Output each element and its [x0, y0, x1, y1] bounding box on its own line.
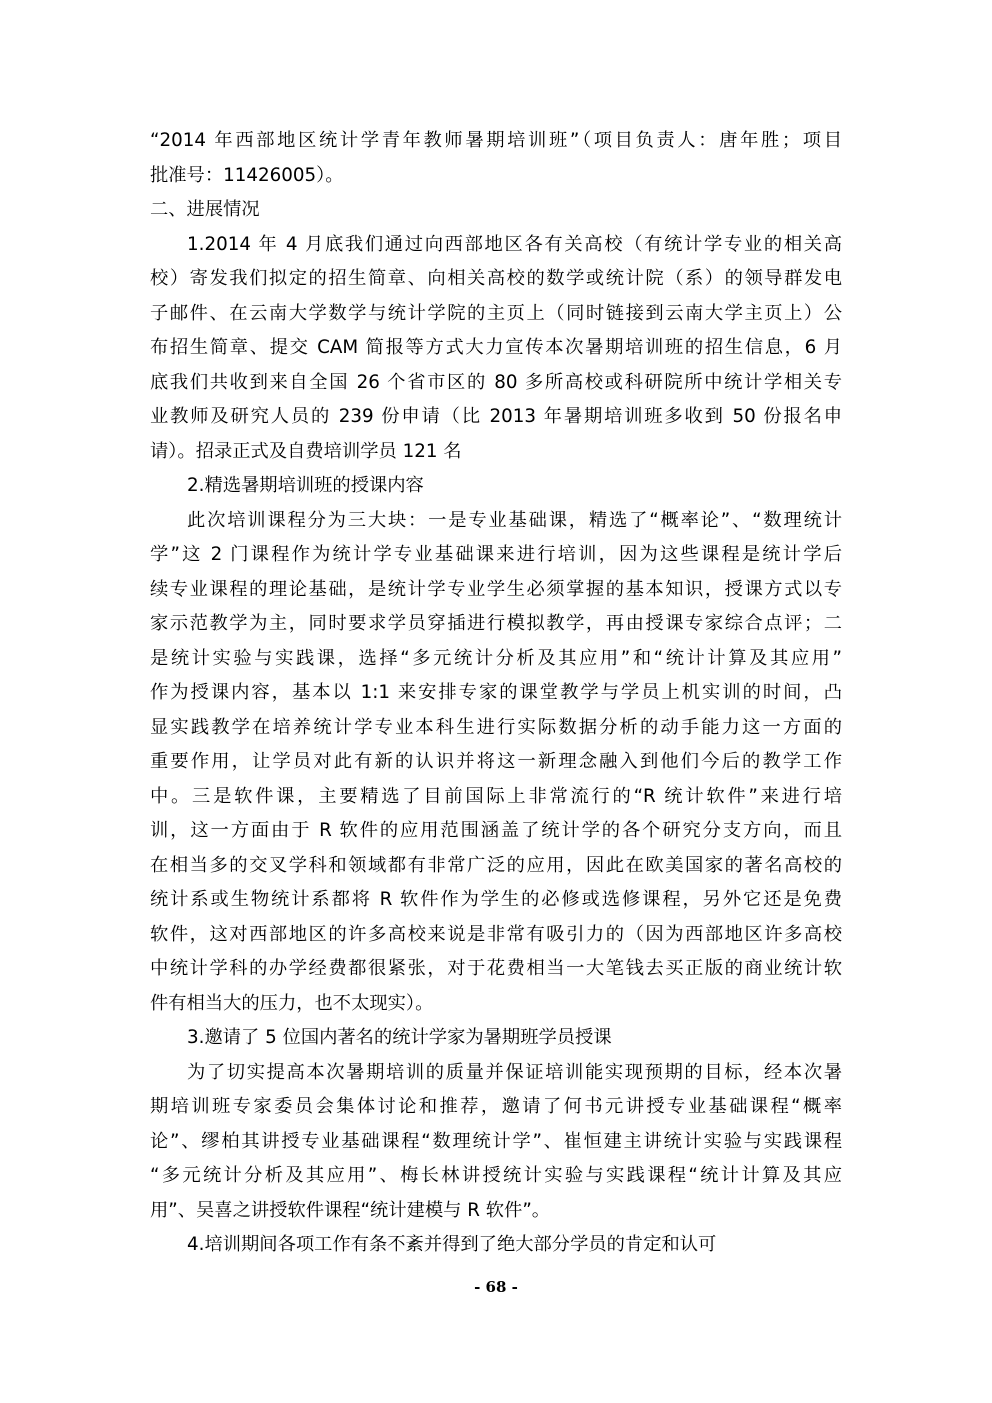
text-line: 训，这一方面由于 R 软件的应用范围涵盖了统计学的各个研究分支方向，而且	[150, 820, 842, 841]
page-number: - 68 -	[474, 1278, 518, 1296]
text-line: 3.邀请了 5 位国内著名的统计学家为暑期班学员授课	[187, 1027, 612, 1048]
text-line: 底我们共收到来自全国 26 个省市区的 80 多所高校或科研院所中统计学相关专	[150, 371, 842, 393]
paragraph-item-2-body	[150, 504, 842, 1022]
paragraph-intro	[150, 124, 842, 193]
text-line: 软件，这对西部地区的许多高校来说是非常有吸引力的（因为西部地区许多高校	[150, 923, 842, 945]
text-line: 4.培训期间各项工作有条不紊并得到了绝大部分学员的肯定和认可	[187, 1234, 717, 1255]
paragraph-item-1	[150, 228, 842, 470]
document-body	[150, 124, 842, 1263]
paragraph-item-3-heading	[150, 1021, 842, 1056]
text-line: 是统计实验与实践课，选择“多元统计分析及其应用”和“统计计算及其应用”	[150, 647, 842, 669]
text-line: “多元统计分析及其应用”、梅长林讲授统计实验与实践课程“统计计算及其应	[150, 1165, 842, 1186]
text-line: 布招生简章、提交 CAM 简报等方式大力宣传本次暑期培训班的招生信息，6 月	[150, 337, 842, 358]
text-line: 在相当多的交叉学科和领域都有非常广泛的应用，因此在欧美国家的著名高校的	[150, 854, 842, 876]
text-line: 批准号：11426005）。	[150, 164, 344, 186]
paragraph-section-2-heading	[150, 193, 842, 228]
text-line: 中统计学科的办学经费都很紧张，对于花费相当一大笔钱去买正版的商业统计软	[150, 958, 842, 979]
text-line: 论”、缪柏其讲授专业基础课程“数理统计学”、崔恒建主讲统计实验与实践课程	[150, 1130, 842, 1152]
text-line: 作为授课内容，基本以 1:1 来安排专家的课堂教学与学员上机实训的时间，凸	[150, 682, 842, 703]
text-line: 子邮件、在云南大学数学与统计学院的主页上（同时链接到云南大学主页上）公	[150, 302, 842, 324]
text-line: 件有相当大的压力，也不太现实）。	[150, 992, 434, 1014]
text-line: 为了切实提高本次暑期培训的质量并保证培训能实现预期的目标，经本次暑	[187, 1061, 842, 1083]
text-line: 校）寄发我们拟定的招生简章、向相关高校的数学或统计院（系）的领导群发电	[150, 268, 842, 289]
text-line: 中。三是软件课，主要精选了目前国际上非常流行的“R 统计软件”来进行培	[150, 785, 842, 807]
paragraph-item-4-heading	[150, 1228, 842, 1263]
text-line: 统计系或生物统计系都将 R 软件作为学生的必修或选修课程，另外它还是免费	[150, 889, 842, 910]
text-line: 用”、吴喜之讲授软件课程“统计建模与 R 软件”。	[150, 1199, 551, 1221]
text-line: 重要作用，让学员对此有新的认识并将这一新理念融入到他们今后的教学工作	[150, 751, 842, 772]
text-line: 家示范教学为主，同时要求学员穿插进行模拟教学，再由授课专家综合点评；二	[150, 613, 842, 634]
text-line: “2014 年西部地区统计学青年教师暑期培训班”（项目负责人：唐年胜；项目	[150, 130, 842, 151]
text-line: 此次培训课程分为三大块：一是专业基础课，精选了“概率论”、“数理统计	[187, 509, 842, 531]
text-line: 1.2014 年 4 月底我们通过向西部地区各有关高校（有统计学专业的相关高	[187, 233, 842, 255]
text-line: 业教师及研究人员的 239 份申请（比 2013 年暑期培训班多收到 50 份报名申	[150, 406, 842, 427]
paragraph-item-3-body	[150, 1056, 842, 1229]
text-line: 续专业课程的理论基础，是统计学专业学生必须掌握的基本知识，授课方式以专	[150, 578, 842, 600]
text-line: 显实践教学在培养统计学专业本科生进行实际数据分析的动手能力这一方面的	[150, 716, 842, 738]
text-line: 学”这 2 门课程作为统计学专业基础课来进行培训，因为这些课程是统计学后	[150, 544, 842, 565]
text-line: 2.精选暑期培训班的授课内容	[187, 475, 424, 496]
text-line: 期培训班专家委员会集体讨论和推荐，邀请了何书元讲授专业基础课程“概率	[150, 1096, 842, 1117]
text-line: 二、进展情况	[150, 199, 260, 220]
text-line: 请）。招录正式及自费培训学员 121 名	[150, 440, 462, 462]
paragraph-item-2-heading	[150, 469, 842, 504]
